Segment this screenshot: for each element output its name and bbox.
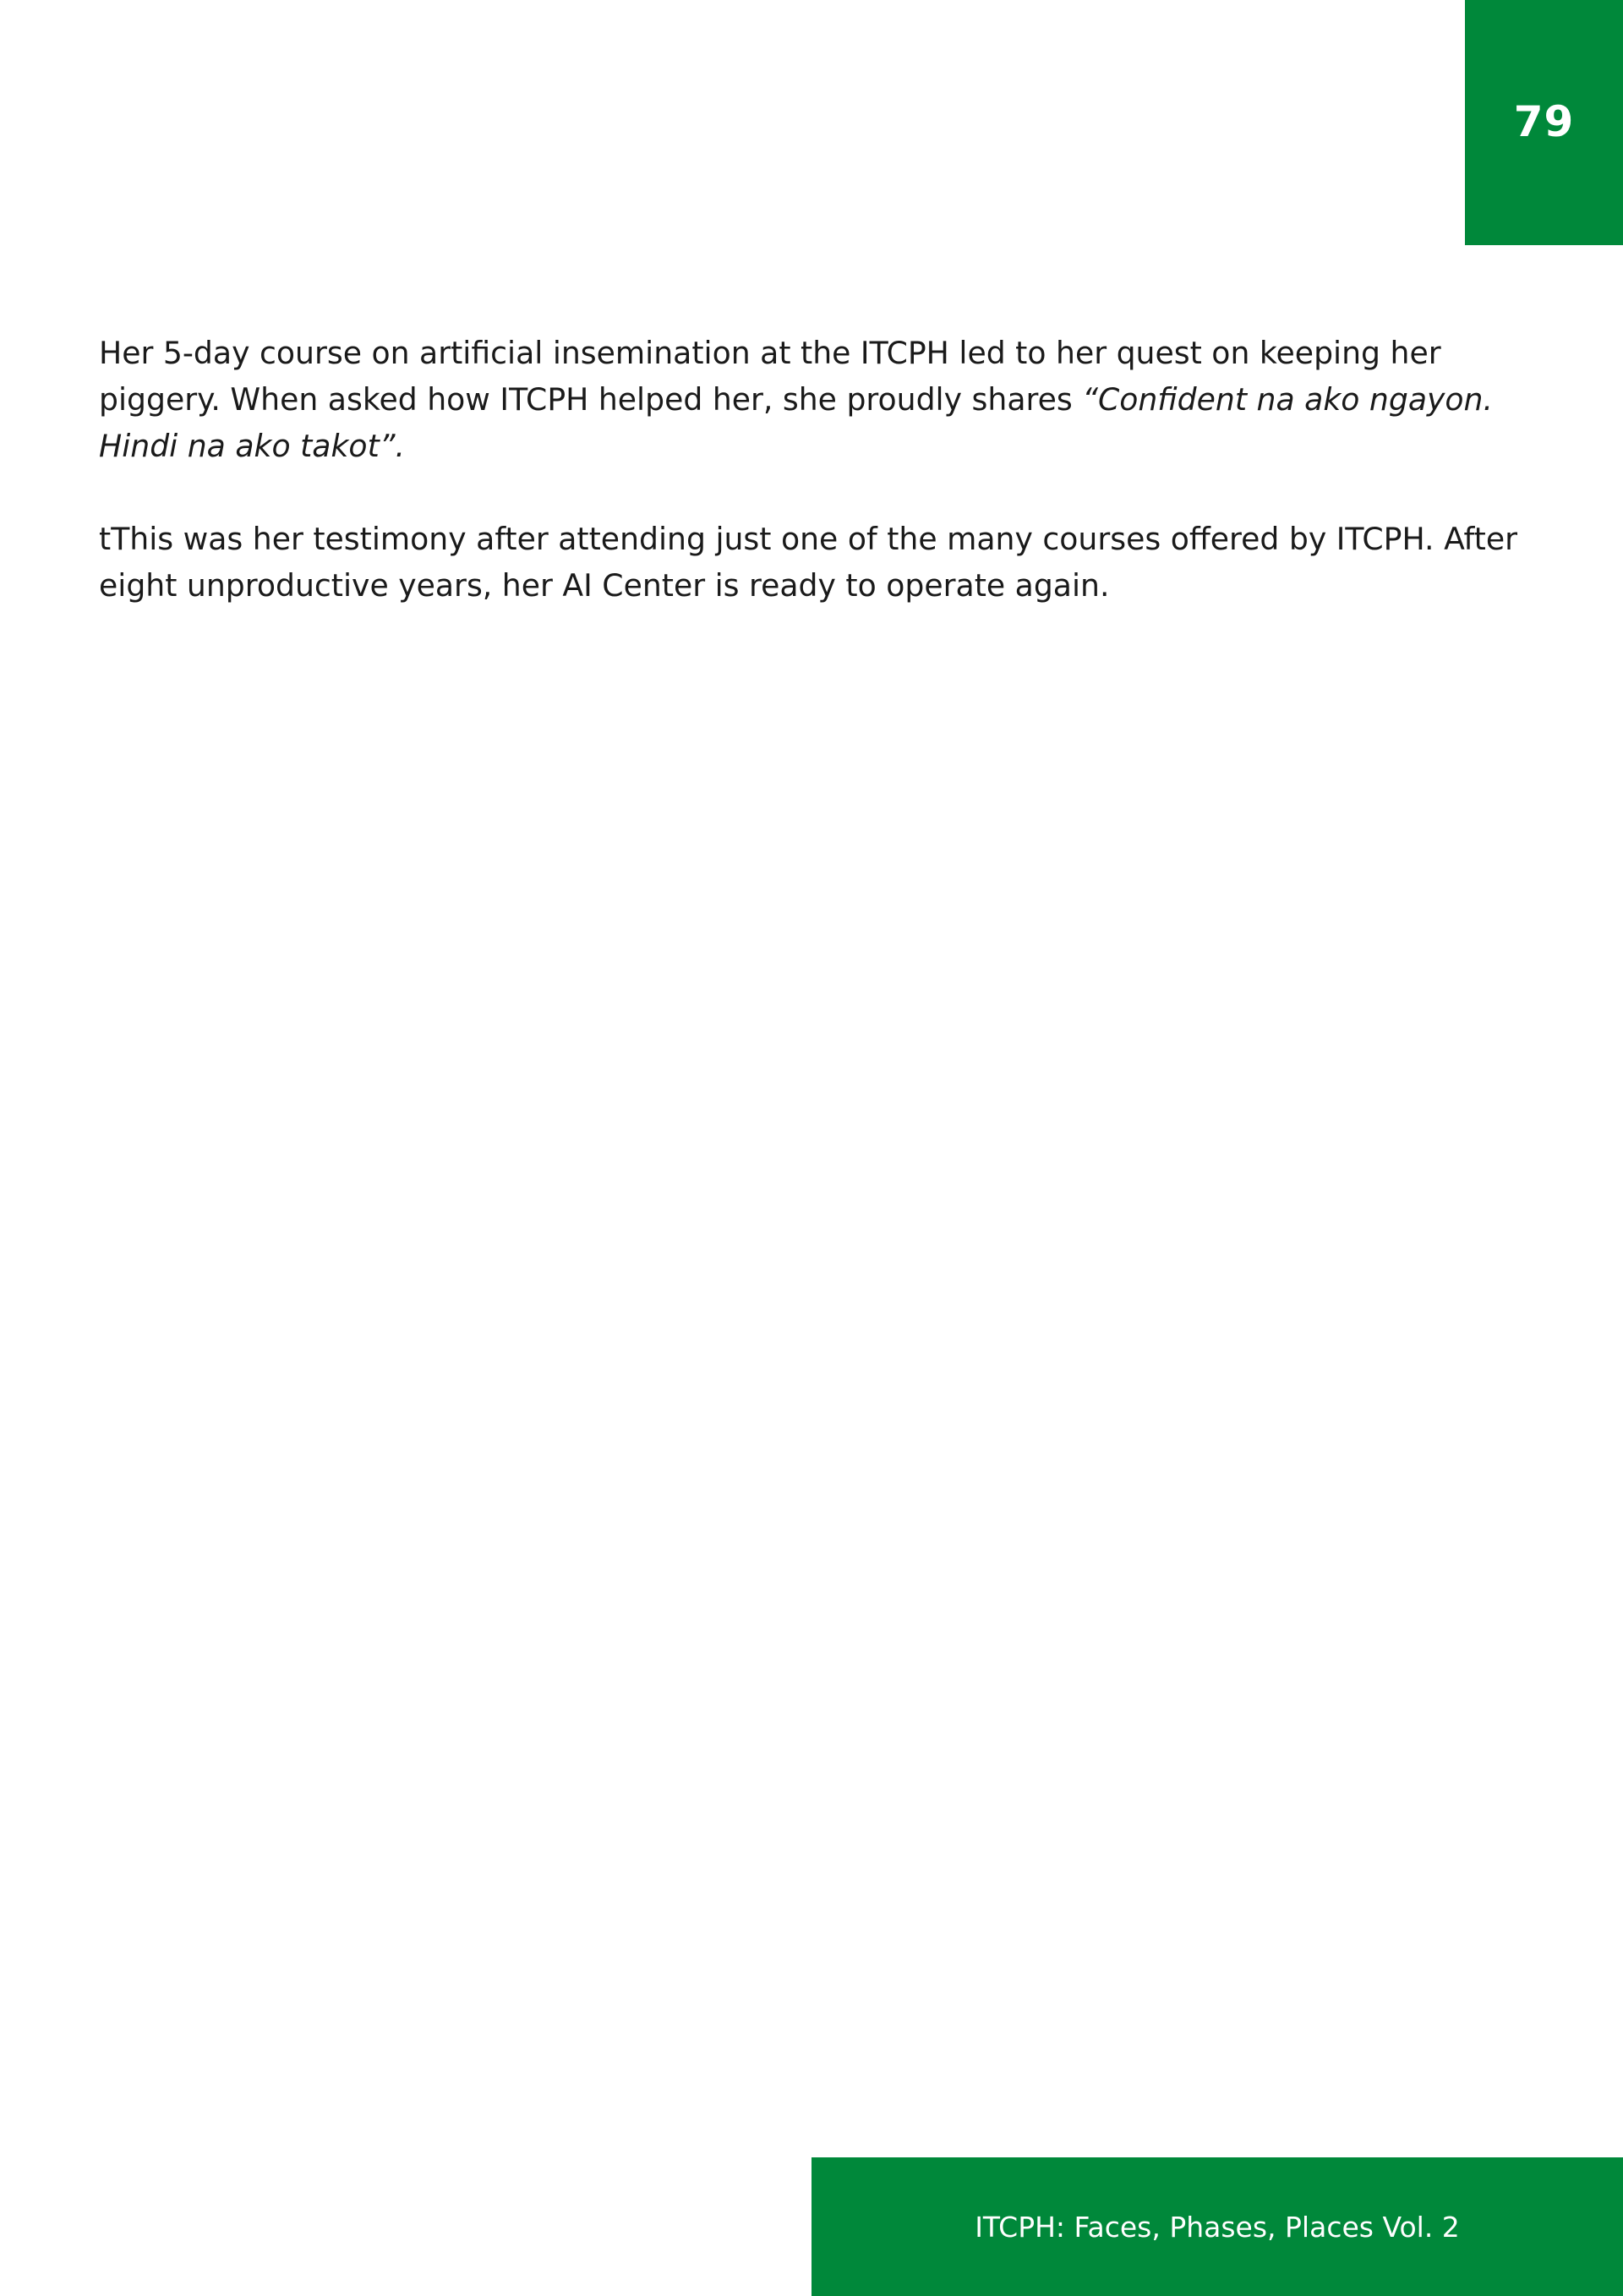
footer-band (812, 2157, 1623, 2296)
paragraph-2: tThis was her testimony after attending just one of the many courses offered by ITCPH. After eight unproductive years, her AI Center is ready to operate again. (99, 521, 1517, 604)
paragraph-1-text: Her 5-day course on artificial insemination at the ITCPH led to her quest on keeping her piggery. When asked how ITCPH helped her, she proudly shares (99, 335, 1441, 418)
page-number-tab (1465, 0, 1623, 245)
publication-title: ITCPH: Faces, Phases, Places Vol. 2 (975, 2210, 1460, 2244)
paragraph-1 (99, 330, 1536, 469)
testimony-quote: “Confident na ako ngayon. Hindi na ako takot”. (99, 381, 1493, 464)
page-number: 79 (1513, 97, 1575, 146)
article-body (99, 330, 1536, 609)
